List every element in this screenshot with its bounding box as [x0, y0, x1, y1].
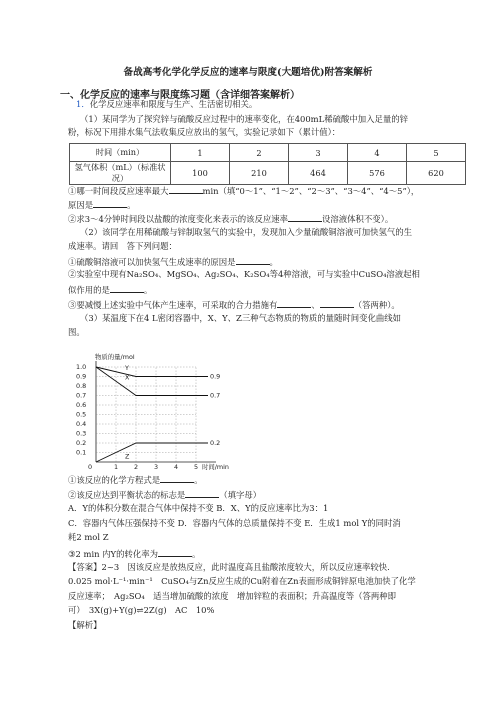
table-cell: 3 [289, 144, 348, 162]
table-cell: 100 [171, 162, 230, 185]
answer-blank [288, 212, 322, 222]
part2-line-b: 成速率。请回 答下列问题： [68, 241, 177, 251]
text: 设溶液体积不变）。 [322, 214, 394, 224]
x-axis-label: 时间/min [202, 463, 229, 471]
analysis-label: 【解析】 [68, 620, 102, 630]
text: ③2 min 内Y的转化率为 [68, 549, 158, 559]
stem-text: 化学反应速率和限度与生产、生活密切相关。 [89, 99, 258, 109]
table-cell: 620 [407, 162, 466, 185]
answer-blank [169, 184, 203, 194]
answer-blank [236, 255, 270, 265]
sub-question-6 [68, 473, 203, 486]
table-cell: 1 [171, 144, 230, 162]
text: ③要减慢上述实验中气体产生速率，可采取的合力措施有 [68, 300, 278, 310]
series-name-Z: Z [125, 452, 130, 461]
option-a-b: A．Y的体积分数在混合气体中保持不变 B．X、Y的反应速率比为3：1 [68, 503, 329, 513]
x-tick-label: 1 [114, 463, 119, 471]
series-end-label-X: 0.7 [210, 391, 221, 400]
x-tick-label: 4 [174, 463, 179, 471]
y-axis-label: 物质的量/mol [95, 353, 135, 361]
text: ②求3～4分钟时间段以盐酸的浓度变化来表示的该反应速率 [68, 214, 289, 224]
mole-time-chart [74, 352, 229, 471]
y-tick-label: 0.5 [76, 410, 87, 419]
part1-line-a: （1）某同学为了探究锌与硫酸反应过程中的速率变化，在400mL稀硫酸中加入足量的锌 [80, 114, 408, 124]
text: 、 [311, 300, 320, 310]
text: ①该反应的化学方程式是 [68, 475, 161, 485]
sub-question-2 [68, 212, 393, 225]
sub-question-8 [68, 547, 200, 560]
series-end-label-Z: 0.2 [210, 439, 221, 447]
table-header-row [70, 144, 466, 162]
table-cell: 210 [230, 162, 289, 185]
data-table [69, 143, 466, 185]
y-tick-label: 0.4 [76, 420, 87, 428]
sub-question-1-reason [68, 198, 136, 211]
table-cell: 4 [348, 144, 407, 162]
series-line-Z [96, 443, 208, 462]
text: ②该反应达到平衡状态的标志是 [68, 490, 186, 500]
series-line-Y [96, 367, 208, 377]
answer-line-1: 【答案】2~3 因该反应是放热反应，此时温度高且盐酸浓度较大，所以反应速率较快. [68, 562, 390, 572]
section-heading: 一、化学反应的速率与限度练习题（含详细答案解析） [60, 90, 300, 101]
y-tick-label: 0.2 [76, 439, 87, 447]
text: ①哪一时间段反应速率最大 [68, 186, 169, 196]
answer-blank [320, 298, 354, 308]
sub-question-4-cont [68, 283, 152, 296]
text: 。 [127, 200, 136, 210]
table-cell: 464 [289, 162, 348, 185]
y-tick-label: 0.3 [76, 429, 87, 438]
y-tick-label: 0.7 [76, 391, 87, 400]
x-tick-label: 2 [134, 463, 139, 471]
answer-blank [185, 488, 219, 498]
x-tick-label: 3 [154, 463, 159, 471]
sub-question-4: ②实验室中现有Na₂SO₄、MgSO₄、Ag₂SO₄、K₂SO₄等4种溶液，可与实验中CuSO₄溶液起相 [68, 269, 420, 279]
answer-blank [110, 283, 144, 293]
table-cell: 5 [407, 144, 466, 162]
answer-blank [158, 547, 192, 557]
question-number: 1． [76, 99, 90, 109]
sub-question-3 [68, 255, 278, 268]
series-end-label-Y: 0.9 [210, 372, 221, 381]
doc-title: 备战高考化学化学反应的速率与限度(大题培优)附答案解析 [123, 67, 373, 78]
text: 。 [143, 285, 153, 295]
text: 似作用的是 [68, 285, 110, 295]
sub-question-5 [68, 298, 400, 311]
text: 。 [269, 257, 278, 267]
y-tick-label: 0.8 [76, 382, 87, 390]
y-tick-label: 0.6 [76, 401, 87, 409]
text: ①硫酸铜溶液可以加快氢气生成速率的原因是 [68, 257, 236, 267]
text: 。 [194, 475, 203, 485]
answer-line-4: 可） 3X(g)+Y(g)⇌2Z(g) AC 10% [68, 605, 215, 615]
option-e-cont: 耗2 mol Z [68, 532, 109, 542]
table-row [70, 162, 466, 185]
part2-line-a: （2）该同学在用稀硫酸与锌制取氢气的实验中，发现加入少量硫酸铜溶液可加快氢气的生 [80, 227, 412, 237]
y-tick-label: 0.9 [76, 372, 87, 381]
y-tick-label: 0.1 [76, 448, 87, 457]
part1-line-b: 粉，标况下用排水集气法收集反应放出的氢气，实验记录如下（累计值）： [68, 127, 341, 137]
answer-blank [277, 298, 311, 308]
sub-question-7 [68, 488, 261, 501]
part3-line-b: 图。 [68, 327, 85, 337]
answer-blank [93, 198, 127, 208]
series-name-Y: Y [125, 363, 129, 372]
origin-label: 0 [88, 463, 93, 471]
sub-question-1 [68, 184, 419, 197]
table-cell: 576 [348, 162, 407, 185]
answer-line-3: 反应速率； Ag₂SO₄ 适当增加硫酸的浓度 增加锌粒的表面积；升高温度等（答两种即 [68, 591, 397, 601]
part3-line-a: （3）某温度下在4 L密闭容器中，X、Y、Z三种气态物质的物质的量随时间变化曲线如 [80, 313, 401, 323]
text: （答两种）。 [353, 300, 400, 310]
text: 原因是 [68, 200, 94, 210]
option-c-e: C．容器内气体压强保持不变 D．容器内气体的总质量保持不变 E．生成1 mol Y的同时消 [68, 518, 401, 528]
table-cell: 时间（min） [70, 144, 171, 162]
x-tick-label: 5 [194, 463, 199, 471]
answer-blank [160, 473, 194, 483]
table-cell: 2 [230, 144, 289, 162]
text: （填字母） [219, 490, 262, 500]
series-name-X: X [125, 373, 130, 382]
answer-line-2: 0.025 mol·L⁻¹·min⁻¹ CuSO₄与Zn反应生成的Cu附着在Zn表面形成铜锌原电池加快了化学 [68, 576, 416, 586]
text: 。 [191, 549, 201, 559]
y-tick-label: 1.0 [76, 363, 87, 371]
table-cell: 氢气体积（mL）（标准状况） [70, 162, 171, 185]
text: min（填“0～1”、“1～2”、“2～3”、“3～4”、“4～5”）， [202, 186, 420, 196]
question-stem [76, 99, 257, 110]
